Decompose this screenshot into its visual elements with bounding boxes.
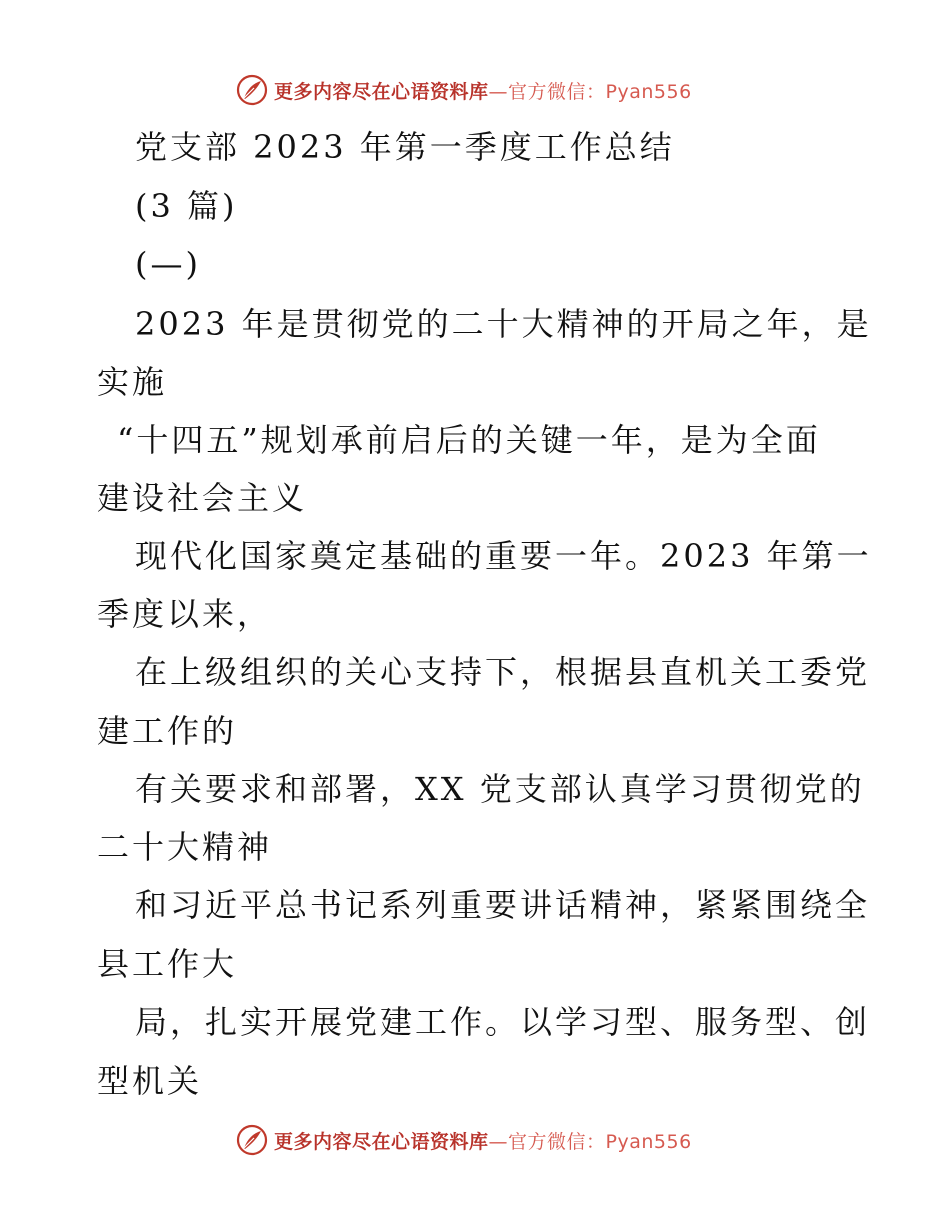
footer-separator: — xyxy=(488,1130,509,1153)
footer-watermark xyxy=(236,1123,692,1157)
footer-contact: 官方微信：Pyan556 xyxy=(508,1130,692,1153)
header-watermark-text xyxy=(274,77,692,104)
body-line: 和习近平总书记系列重要讲话精神，紧紧围绕全 xyxy=(135,886,871,924)
body-line: 在上级组织的关心支持下，根据县直机关工委党 xyxy=(135,653,871,691)
body-line: 二十大精神 xyxy=(97,828,273,866)
feather-logo-icon xyxy=(236,74,268,106)
document-title: 党支部 2023 年第一季度工作总结 xyxy=(135,128,675,166)
body-line: 有关要求和部署，XX 党支部认真学习贯彻党的 xyxy=(135,770,865,808)
body-line: 县工作大 xyxy=(97,945,238,983)
header-separator: — xyxy=(488,80,509,103)
document-subtitle: (3 篇) xyxy=(135,187,238,225)
body-line: 季度以来， xyxy=(97,595,273,633)
feather-logo-icon xyxy=(236,1124,268,1156)
header-contact: 官方微信：Pyan556 xyxy=(508,80,692,103)
body-line: 局，扎实开展党建工作。以学习型、服务型、创 xyxy=(135,1003,871,1041)
header-brand: 更多内容尽在心语资料库 xyxy=(274,80,489,103)
footer-brand: 更多内容尽在心语资料库 xyxy=(274,1130,489,1153)
body-line: 建工作的 xyxy=(97,712,238,750)
footer-watermark-text xyxy=(274,1127,692,1154)
body-line: 型机关 xyxy=(97,1062,203,1100)
section-marker: (—) xyxy=(135,245,201,283)
body-line: 实施 xyxy=(97,363,168,401)
body-line: “十四五”规划承前启后的关键一年，是为全面 xyxy=(117,421,821,459)
header-watermark xyxy=(236,73,692,107)
body-line: 2023 年是贯彻党的二十大精神的开局之年，是 xyxy=(135,305,872,343)
body-line: 建设社会主义 xyxy=(97,479,308,517)
body-line: 现代化国家奠定基础的重要一年。2023 年第一 xyxy=(135,537,872,575)
